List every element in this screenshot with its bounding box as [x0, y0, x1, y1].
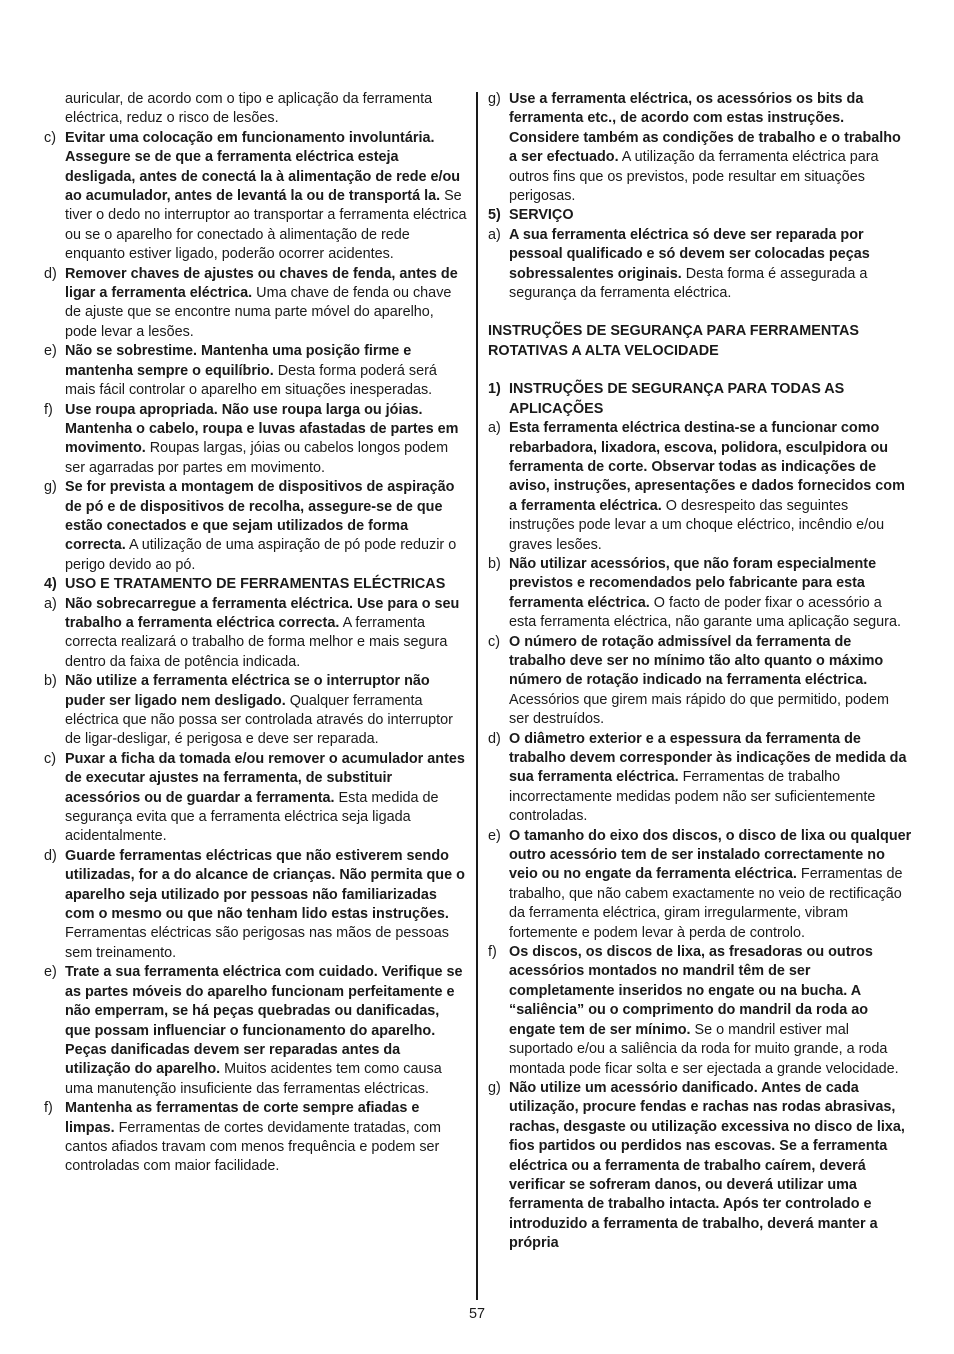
intro-paragraph: auricular, de acordo com o tipo e aplicação da ferramenta eléctrica, reduz o risco de lesões.	[65, 91, 433, 127]
item-label: e)	[488, 827, 501, 844]
item-label: a)	[488, 420, 501, 437]
item-text: Acessórios que girem mais rápido do que permitido, podem ser destruídos.	[509, 691, 889, 728]
right-list-2	[488, 226, 912, 304]
item-bold-text: Esta ferramenta eléctrica destina-se a funcionar como rebarbadora, lixadora, escova, polidora, esculpidora ou ferramenta de corte. Observar todas as indicações de aviso, instruções, apresentações e dados fornecidos com a ferramenta eléctrica.	[509, 420, 905, 514]
item-text: O desrespeito das seguintes instruções pode levar a um choque eléctrico, incêndio e/ou graves lesões.	[509, 497, 885, 553]
item-text: Ferramentas de cortes devidamente tratadas, com cantos afiados travam com menos frequência e podem ser controladas com maior facilidade.	[65, 1119, 441, 1175]
item-label: c)	[488, 633, 500, 650]
list-item	[44, 265, 468, 343]
section-5-title: SERVIÇO	[509, 207, 574, 224]
list-item	[44, 595, 468, 673]
list-item	[44, 401, 468, 479]
item-label: b)	[44, 673, 57, 690]
item-bold-text: Não sobrecarregue a ferramenta eléctrica. Use para o seu trabalho a ferramenta eléctrica correcta.	[65, 595, 460, 631]
left-list-1	[44, 129, 468, 575]
item-text: A utilização da ferramenta eléctrica para outros fins que os previstos, pode resultar em situações perigosas.	[509, 149, 879, 205]
list-item	[44, 342, 468, 400]
column-divider	[476, 92, 478, 1300]
item-text: Ferramentas de trabalho, que não cabem exactamente no veio de rectificação da ferramenta eléctrica, giram irregularmente, vibram fortemente e podem levar à perda de controlo.	[509, 866, 903, 941]
item-label: a)	[488, 226, 501, 243]
item-bold-text: Não utilizar acessórios, que não foram especialmente previstos e recomendados pelo fabricante para esta ferramenta eléctrica.	[509, 555, 877, 611]
item-text: Se o mandril estiver mal suportado e/ou a saliência da roda for muito grande, a roda montada pode ficar solta e ser ejectada a grande velocidade.	[509, 1021, 899, 1077]
item-bold-text: Puxar a ficha da tomada e/ou remover o acumulador antes de executar ajustes na ferramenta, de substituir acessórios ou de guardar a ferramenta.	[65, 750, 465, 806]
item-bold-text: Os discos, os discos de lixa, as fresadoras ou outros acessórios montados no mandril têm de ser completamente inseridos no engate ou na bucha. A “saliência” ou o comprimento do mandril da roda ao engate tem de ser mínimo.	[509, 944, 873, 1038]
list-item	[488, 827, 912, 943]
item-bold-text: O diâmetro exterior e a espessura da ferramenta de trabalho devem corresponder às indicações de medida da sua ferramenta eléctrica.	[509, 730, 907, 786]
list-item	[488, 226, 912, 304]
list-item	[488, 555, 912, 633]
list-item	[44, 478, 468, 575]
item-label: d)	[44, 847, 57, 864]
list-item	[488, 633, 912, 730]
item-text: Ferramentas eléctricas são perigosas nas mãos de pessoas sem treinamento.	[65, 925, 449, 961]
item-text: O facto de poder fixar o acessório a esta ferramenta eléctrica, não garante uma aplicação segura.	[509, 594, 901, 631]
section-1-heading	[488, 380, 912, 419]
item-bold-text: Use a ferramenta eléctrica, os acessórios os bits da ferramenta etc., de acordo com estas instruções. Considere também as condições de trabalho e o trabalho a ser efectuado.	[509, 91, 901, 166]
item-bold-text: Mantenha as ferramentas de corte sempre afiadas e limpas.	[65, 1100, 420, 1136]
item-label: a)	[44, 595, 57, 612]
section-1-title: INSTRUÇÕES DE SEGURANÇA PARA TODAS AS APLICAÇÕES	[509, 381, 845, 417]
item-bold-text: Evitar uma colocação em funcionamento involuntária. Assegure se de que a ferramenta eléctrica esteja desligada, antes de conectá la à alimentação de rede e/ou ao acumulador, antes de levantá la ou de transportá la.	[65, 129, 461, 205]
item-label: e)	[44, 343, 57, 360]
item-text: Uma chave de fenda ou chave de ajuste que se encontre numa parte móvel do aparelho, pode levar a lesões.	[65, 285, 452, 340]
item-text: Muitos acidentes tem como causa uma manutenção insuficiente das ferramentas eléctricas.	[65, 1061, 442, 1097]
item-label: g)	[44, 479, 57, 496]
list-item	[44, 129, 468, 265]
item-text: Qualquer ferramenta eléctrica que não possa ser controlada através do interruptor de ligar-desligar, é perigosa e deve ser reparada.	[65, 692, 453, 748]
list-item	[488, 730, 912, 827]
item-bold-text: Não utilize a ferramenta eléctrica se o interruptor não puder ser ligado nem desligado.	[65, 673, 430, 709]
list-item	[488, 943, 912, 1079]
item-text: Esta medida de segurança evita que a ferramenta eléctrica seja ligada acidentalmente.	[65, 789, 439, 845]
item-text: Se tiver o dedo no interruptor ao transportar a ferramenta eléctrica ou se o aparelho for conectado à alimentação de rede enquanto estiver ligado, poderão ocorrer acidentes.	[65, 188, 467, 263]
section-5-heading	[488, 206, 912, 225]
item-bold-text: Não utilize um acessório danificado. Antes de cada utilização, procure fendas e rachas nas rodas abrasivas, rachas, desgaste ou utilização excessiva no disco de lixa, fios partidos ou perdidos nas escovas. Se a ferramenta eléctrica ou a ferramenta de trabalho caírem, deverá verificar se sofreram danos, ou deverá utilizar uma ferramenta de trabalho intacta. Após ter controlado e introduzido a ferramenta de trabalho, deverá manter a própria	[509, 1079, 905, 1252]
item-bold-text: O número de rotação admissível da ferramenta de trabalho deve ser no mínimo tão alto quanto o máximo número de rotação indicado na ferramenta eléctrica.	[509, 633, 884, 689]
main-section-heading: INSTRUÇÕES DE SEGURANÇA PARA FERRAMENTAS ROTATIVAS A ALTA VELOCIDADE	[488, 323, 859, 359]
spacer	[488, 303, 912, 322]
item-label: d)	[488, 730, 501, 747]
item-text: Desta forma poderá será mais fácil controlar o aparelho em situações inesperadas.	[65, 362, 437, 399]
page-number: 57	[468, 1306, 485, 1322]
left-column	[44, 90, 468, 1177]
list-item	[44, 750, 468, 847]
item-bold-text: Se for prevista a montagem de dispositivos de aspiração de pó e de dispositivos de recolha, assegure-se de que estão conectados e que sejam utilizados de forma correcta.	[65, 479, 455, 554]
item-text: Roupas largas, jóias ou cabelos longos podem ser agarradas por partes em movimento.	[65, 440, 449, 476]
right-column	[488, 90, 912, 1254]
spacer	[488, 361, 912, 380]
item-label: f)	[44, 1100, 53, 1117]
item-bold-text: O tamanho do eixo dos discos, o disco de lixa ou qualquer outro acessório tem de ser instalado correctamente no veio ou no engate da ferramenta eléctrica.	[509, 827, 912, 883]
section-5-number: 5)	[488, 207, 501, 224]
item-bold-text: Remover chaves de ajustes ou chaves de fenda, antes de ligar a ferramenta eléctrica.	[65, 265, 458, 302]
item-label: g)	[488, 91, 501, 107]
item-text: A ferramenta correcta realizará o trabalho de forma melhor e mais segura dentro da faixa de potência indicada.	[65, 614, 448, 670]
item-text: Ferramentas de trabalho incorrectamente medidas podem não ser suficientemente controladas.	[509, 769, 876, 825]
list-item	[44, 1099, 468, 1177]
list-item	[488, 419, 912, 555]
list-item	[44, 963, 468, 1099]
right-list-3	[488, 419, 912, 1253]
item-label: c)	[44, 129, 56, 146]
section-4-number: 4)	[44, 576, 57, 593]
left-list-2	[44, 595, 468, 1177]
item-bold-text: Não se sobrestime. Mantenha uma posição firme e mantenha sempre o equilíbrio.	[65, 343, 412, 379]
item-text: Desta forma é assegurada a segurança da ferramenta eléctrica.	[509, 265, 868, 302]
list-item	[44, 847, 468, 963]
item-bold-text: Trate a sua ferramenta eléctrica com cuidado. Verifique se as partes móveis do aparelho funcionam perfeitamente e não emperram, se há peças quebradas ou danificadas, que possam influenciar o funcionamento do aparelho. Peças danificadas devem ser reparadas antes da utilização do aparelho.	[65, 964, 463, 1078]
item-bold-text: Use roupa apropriada. Não use roupa larga ou jóias. Mantenha o cabelo, roupa e luvas afastadas de partes em movimento.	[65, 401, 459, 457]
section-1-number: 1)	[488, 381, 501, 398]
right-list-1	[488, 90, 912, 206]
list-item	[44, 672, 468, 750]
item-label: c)	[44, 750, 56, 767]
item-label: f)	[488, 944, 497, 961]
item-label: g)	[488, 1079, 501, 1096]
section-4-heading	[44, 575, 468, 594]
item-label: e)	[44, 964, 57, 981]
item-label: b)	[488, 555, 501, 572]
list-item	[488, 1079, 912, 1254]
list-item	[488, 90, 912, 206]
section-4-title: USO E TRATAMENTO DE FERRAMENTAS ELÉCTRICAS	[65, 576, 446, 593]
item-text: A utilização de uma aspiração de pó pode reduzir o perigo devido ao pó.	[65, 537, 457, 573]
item-label: f)	[44, 401, 53, 418]
item-bold-text: A sua ferramenta eléctrica só deve ser reparada por pessoal qualificado e só devem ser colocadas peças sobressalentes originais.	[509, 226, 870, 282]
item-bold-text: Guarde ferramentas eléctricas que não estiverem sendo utilizadas, for a do alcance de crianças. Não permita que o aparelho seja utilizado por pessoas não familiarizadas com o mesmo ou que não tenham lido estas instruções.	[65, 847, 465, 923]
item-label: d)	[44, 265, 57, 282]
